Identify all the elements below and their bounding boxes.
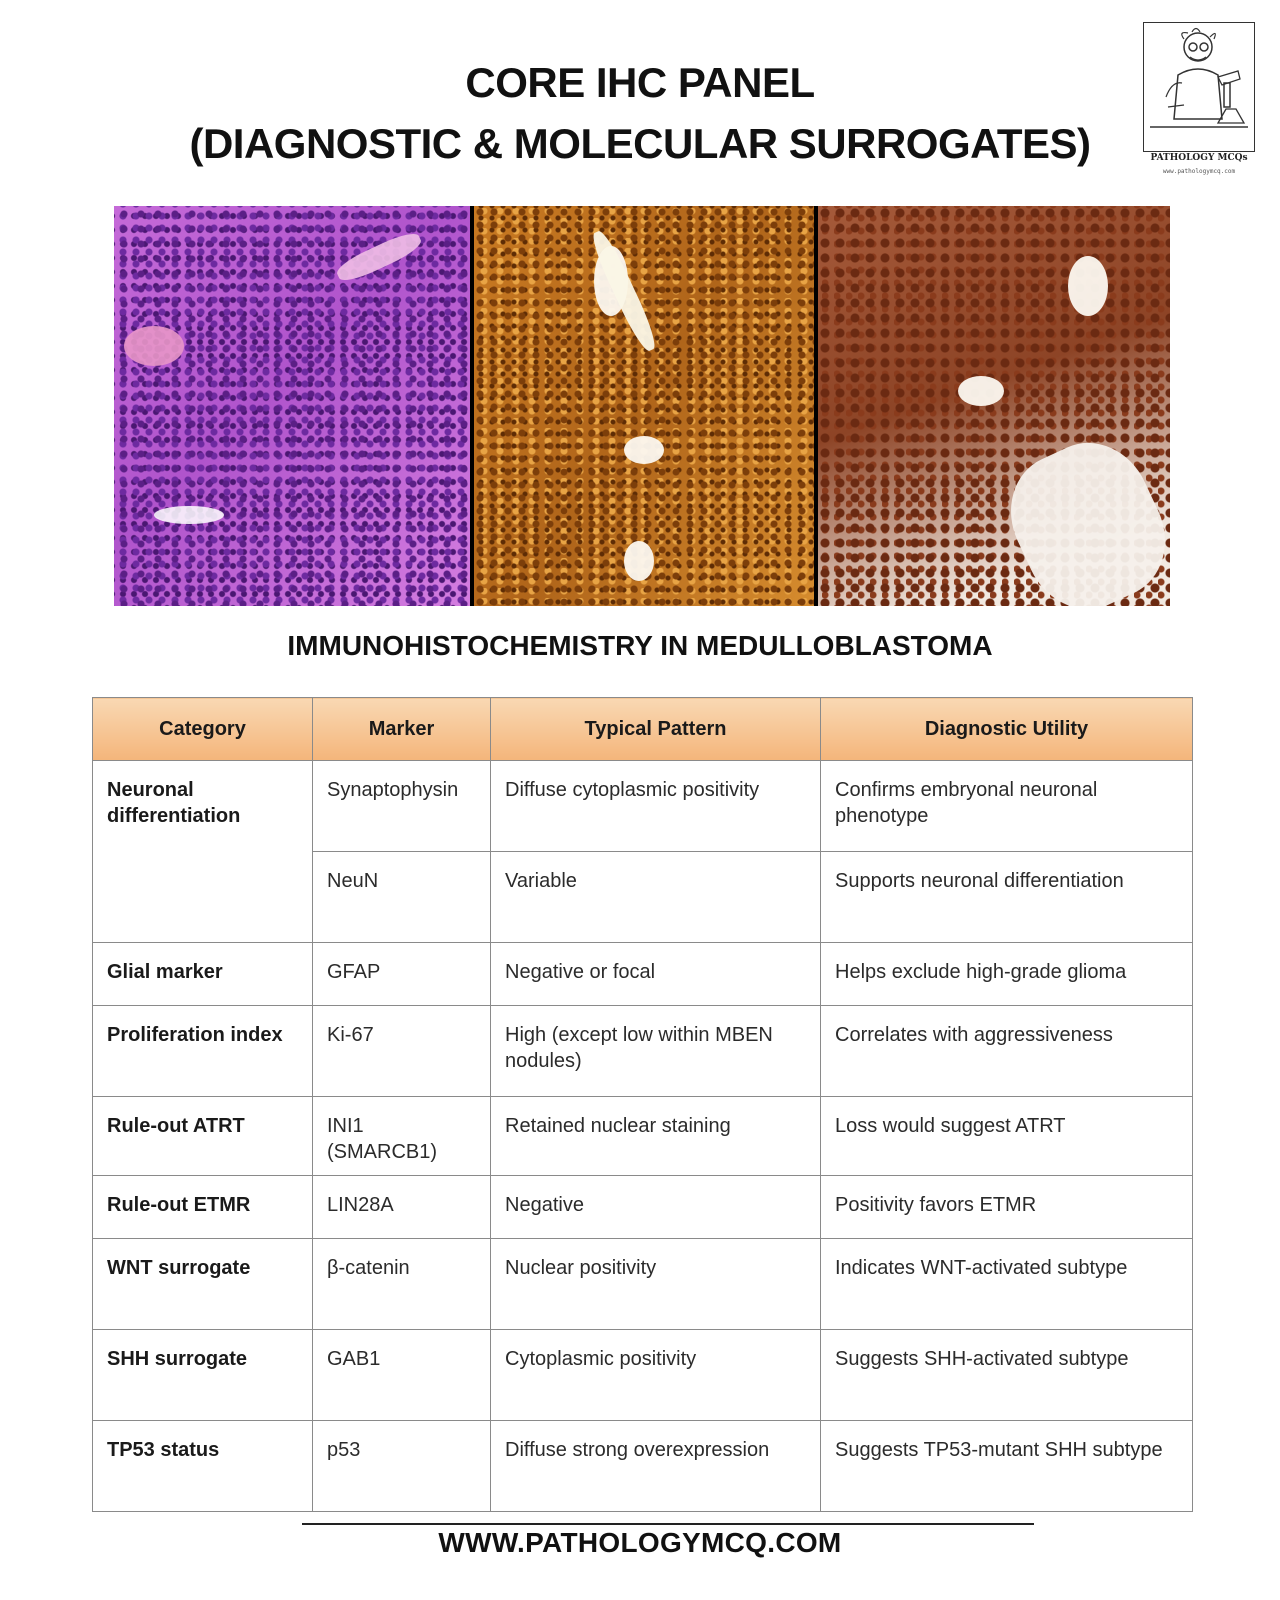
category-cell: SHH surrogate	[93, 1330, 313, 1421]
marker-cell: LIN28A	[313, 1176, 491, 1239]
marker-cell: Synaptophysin	[313, 761, 491, 852]
page-title	[140, 52, 1140, 174]
utility-cell: Confirms embryonal neuronal phenotype	[821, 761, 1193, 852]
header-pattern: Typical Pattern	[491, 698, 821, 761]
marker-cell: GAB1	[313, 1330, 491, 1421]
micrograph-strip	[114, 206, 1170, 606]
header-marker: Marker	[313, 698, 491, 761]
header-category: Category	[93, 698, 313, 761]
category-cell: Neuronal differentiation	[93, 761, 313, 943]
footer-url: WWW.PATHOLOGYMCQ.COM	[438, 1527, 842, 1558]
utility-cell: Indicates WNT-activated subtype	[821, 1239, 1193, 1330]
table-row	[93, 943, 1193, 1006]
table-row	[93, 1097, 1193, 1176]
utility-cell: Loss would suggest ATRT	[821, 1097, 1193, 1176]
utility-cell: Suggests TP53-mutant SHH subtype	[821, 1421, 1193, 1512]
table-header-row	[93, 698, 1193, 761]
pattern-cell: Retained nuclear staining	[491, 1097, 821, 1176]
table-row	[93, 1239, 1193, 1330]
utility-cell: Suggests SHH-activated subtype	[821, 1330, 1193, 1421]
pattern-cell: Cytoplasmic positivity	[491, 1330, 821, 1421]
table-row	[93, 1006, 1193, 1097]
title-line-2: (DIAGNOSTIC & MOLECULAR SURROGATES)	[189, 120, 1091, 167]
utility-cell: Positivity favors ETMR	[821, 1176, 1193, 1239]
marker-cell: GFAP	[313, 943, 491, 1006]
category-cell: Rule-out ETMR	[93, 1176, 313, 1239]
synaptophysin-stain-panel	[474, 206, 814, 606]
category-cell: Proliferation index	[93, 1006, 313, 1097]
category-cell: TP53 status	[93, 1421, 313, 1512]
pattern-cell: High (except low within MBEN nodules)	[491, 1006, 821, 1097]
category-cell: Rule-out ATRT	[93, 1097, 313, 1176]
utility-cell: Supports neuronal differentiation	[821, 852, 1193, 943]
marker-cell: NeuN	[313, 852, 491, 943]
logo-url: www.pathologymcq.com	[1162, 168, 1236, 175]
utility-cell: Correlates with aggressiveness	[821, 1006, 1193, 1097]
table-row	[93, 1176, 1193, 1239]
category-cell: WNT surrogate	[93, 1239, 313, 1330]
pattern-cell: Nuclear positivity	[491, 1239, 821, 1330]
logo-name: PATHOLOGY MCQs	[1150, 153, 1248, 163]
marker-cell: p53	[313, 1421, 491, 1512]
table-row	[93, 1421, 1193, 1512]
pattern-cell: Diffuse strong overexpression	[491, 1421, 821, 1512]
title-line-1: CORE IHC PANEL	[465, 59, 815, 106]
nuclear-stain-panel	[818, 206, 1170, 606]
marker-cell: β-catenin	[313, 1239, 491, 1330]
logo	[1143, 22, 1255, 175]
pattern-cell: Negative	[491, 1176, 821, 1239]
pattern-cell: Variable	[491, 852, 821, 943]
cartoon-pathologist-microscope-icon	[1148, 27, 1250, 131]
pattern-cell: Diffuse cytoplasmic positivity	[491, 761, 821, 852]
section-subtitle: IMMUNOHISTOCHEMISTRY IN MEDULLOBLASTOMA	[287, 630, 993, 661]
utility-cell: Helps exclude high-grade glioma	[821, 943, 1193, 1006]
footer-divider	[302, 1523, 1034, 1525]
header-utility: Diagnostic Utility	[821, 698, 1193, 761]
category-cell: Glial marker	[93, 943, 313, 1006]
marker-cell: INI1 (SMARCB1)	[313, 1097, 491, 1176]
marker-cell: Ki-67	[313, 1006, 491, 1097]
ihc-table	[92, 697, 1193, 1512]
he-stain-panel	[114, 206, 470, 606]
table-row	[93, 1330, 1193, 1421]
pattern-cell: Negative or focal	[491, 943, 821, 1006]
table-row	[93, 761, 1193, 852]
